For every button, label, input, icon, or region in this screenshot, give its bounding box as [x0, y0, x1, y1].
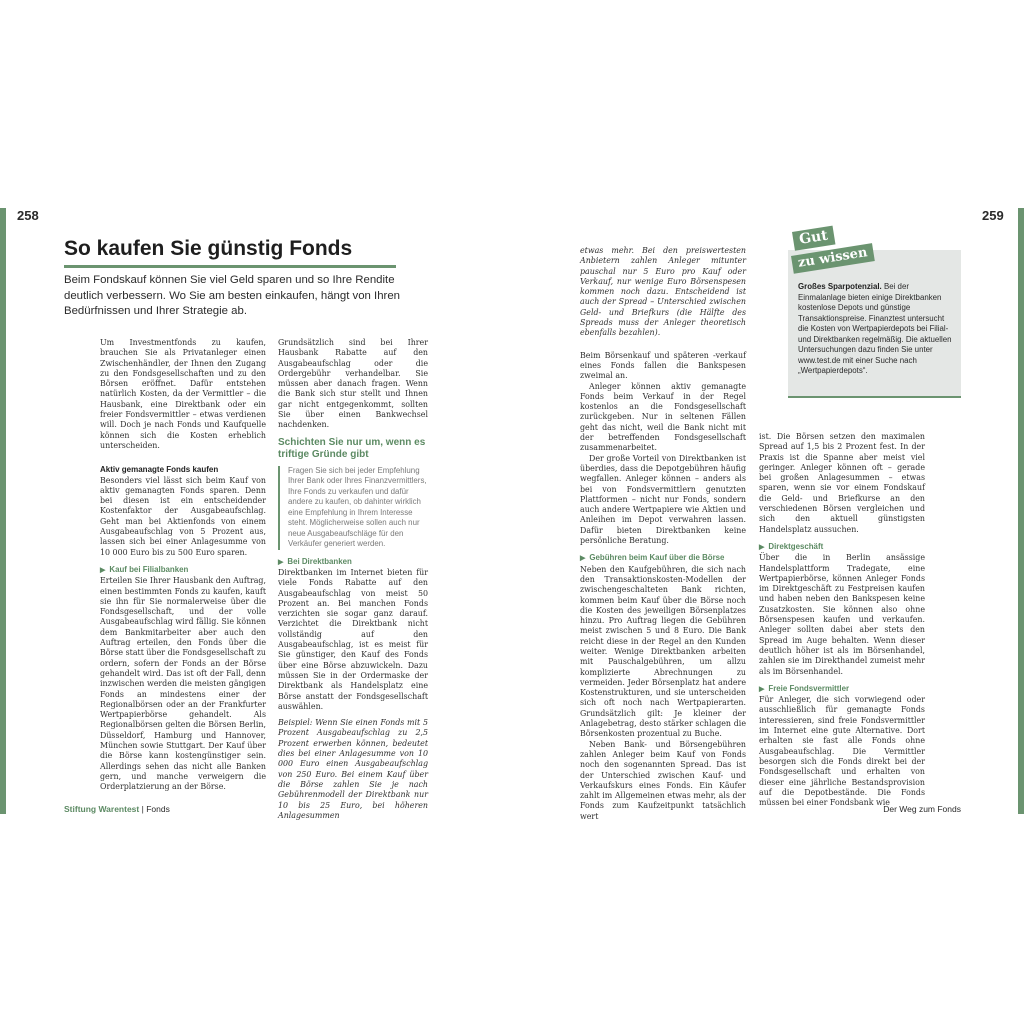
right-page-edge-bar	[1018, 208, 1024, 814]
page-title: So kaufen Sie günstig Fonds	[64, 237, 353, 260]
info-box-bottom-rule	[788, 396, 961, 398]
highlight-heading: Schichten Sie nur um, wenn es triftige Gründe gibt	[278, 436, 426, 461]
italic-paragraph: etwas mehr. Bei den preiswertesten Anbietern zahlen Anleger mitunter pauschal nur 5 Euro pro Kauf oder Verkauf, nur wenige Euro Börsenspesen kommen noch dazu. Entscheidend ist auch der Spread – Unterschied zwischen Geld- und Briefkurs (die Hälfte des Spreads muss der Anleger theoretisch ebenfalls bezahlen).	[580, 246, 746, 338]
title-underline	[64, 265, 396, 268]
subheading	[759, 542, 925, 553]
paragraph: Neben Bank- und Börsengebühren zahlen Anleger beim Kauf von Fonds noch den sogenannten Spread. Das ist der Unterschied zwischen Kauf- und Verkaufskurs eines Fonds. Ein Käufer zahlt im Allgemeinen etwas mehr, als der Fonds zum Kaufzeitpunkt tatsächlich wert	[580, 739, 746, 821]
info-box-body: Bei der Einmalanlage bieten einige Direktbanken kostenlose Depots und günstige Transaktionspreise. Finanztest untersucht die Kosten von Wertpapierdepots bei Filial- und Direktbanken regelmäßig. Die aktuellen Untersuchungen dazu finden Sie unter www.test.de mit einer Suche nach „Wertpapierdepots“.	[798, 282, 952, 375]
left-page-column-2	[278, 338, 428, 821]
left-page-column-1	[100, 338, 266, 792]
subheading	[580, 553, 746, 564]
triangle-right-icon: ▶	[759, 685, 765, 693]
subheading-label: Kauf bei Filialbanken	[109, 564, 189, 574]
right-footer	[883, 804, 961, 814]
subheading-label: Freie Fondsvermittler	[768, 683, 850, 693]
info-box-tag-line2: zu wissen	[791, 243, 875, 274]
subheading	[759, 684, 925, 695]
paragraph: Um Investmentfonds zu kaufen, brauchen Sie als Privatanleger einen Zwischenhändler, der Ihnen den Zugang zu den Fondsgesellschaften und zu den Börsen eröffnet. Dafür entstehen natürlich Kosten, da der Vermittler – die Hausbank, eine Direktbank oder ein freier Fondsvermittler – etwas verdienen will. Doch je nach Fonds und Kaufquelle können sich die Kosten erheblich unterscheiden.	[100, 338, 266, 450]
triangle-right-icon: ▶	[580, 555, 586, 563]
paragraph: Direktbanken im Internet bieten für viele Fonds Rabatte auf den Ausgabeaufschlag von meist 50 Prozent an. Bei manchen Fonds verzichten sie sogar ganz darauf. Verzichtet die Direktbank nicht vollständig auf den Ausgabeaufschlag, ist es meist für Sie günstiger, den Kauf des Fonds über eine Börse abzuwickeln. Dazu müssen Sie in der Ordermaske der Direktbank als Handelsplatz eine Börse anstatt der Fondsgesellschaft auswählen.	[278, 567, 428, 711]
advice-quote: Fragen Sie sich bei jeder Empfehlung Ihrer Bank oder Ihres Finanzvermittlers, Ihre Fonds zu verkaufen und dafür andere zu kaufen, ob dahinter wirklich eine Empfehlung in Ihrem Interesse steht. Möglicherweise sollen auch nur neue Ausgabeaufschläge für den Verkäufer generiert werden.	[278, 466, 428, 550]
paragraph: Grundsätzlich sind bei Ihrer Hausbank Rabatte auf den Ausgabeaufschlag oder die Ordergebühr verhandelbar. Sie müssen aber danach fragen. Wenn die Bank sich stur stellt und Ihnen gar nicht entgegenkommt, sollten Sie über einen Bankwechsel nachdenken.	[278, 338, 428, 430]
triangle-right-icon: ▶	[100, 566, 106, 574]
example-paragraph: Beispiel: Wenn Sie einen Fonds mit 5 Prozent Ausgabeaufschlag zu 2,5 Prozent erwerben können, bedeutet dies bei einer Anlagesumme von 10 000 Euro einen Ausgabeaufschlag von 250 Euro. Bei einem Kauf über die Börse zahlen Sie je nach Gebührenmodell der Direktbank nur 10 bis 25 Euro, bei höheren Anlagesummen	[278, 718, 428, 820]
paragraph: Neben den Kaufgebühren, die sich nach den Transaktionskosten-Modellen der zwischengeschalteten Bank richten, kommen beim Kauf über die Börse noch die Kosten des jeweiligen Börsenplatzes hinzu. Pro Auftrag liegen die Gebühren meist zwischen 5 und 8 Euro. Die Bank reicht diese in der Regel an den Kunden weiter. Wenige Direktbanken arbeiten mit Pauschalgebühren, um allzu komplizierte Abrechnungen zu vermeiden. Jeder Börsenplatz hat andere Kostenstrukturen, und sie unterscheiden sich oft noch nach Wertpapierarten. Grundsätzlich gilt: Je kleiner der Anlagebetrag, desto stärker schlagen die Börsenkosten prozentual zu Buche.	[580, 564, 746, 739]
info-box	[788, 250, 961, 396]
triangle-right-icon: ▶	[278, 558, 284, 566]
footer-brand: Stiftung Warentest	[64, 804, 140, 814]
paragraph: Über die in Berlin ansässige Handelsplattform Tradegate, eine Wertpapierbörse, können Anleger Fonds im Direktgeschäft zu Festpreisen kaufen und haben neben den Bankspesen keine Zusatzkosten. Sie können also ohne Börsenspesen kaufen und verkaufen. Anleger sollten dabei aber stets den Spread im Auge behalten. Wenn dieser deutlich höher ist als im Börsenhandel, zahlen sie im Direkthandel zumeist mehr als im Börsenhandel.	[759, 553, 925, 676]
right-page-number: 259	[982, 208, 1004, 223]
footer-section: Fonds	[146, 804, 170, 814]
left-footer	[64, 804, 170, 814]
left-page-number: 258	[17, 208, 39, 223]
footer-separator: |	[141, 804, 144, 814]
subheading-label: Gebühren beim Kauf über die Börse	[589, 553, 725, 563]
triangle-right-icon: ▶	[759, 543, 765, 551]
paragraph: Für Anleger, die sich vorwiegend oder ausschließlich für gemanagte Fonds interessieren, sind freie Fondsvermittler im Internet eine gute Alternative. Dort erhalten sie fast alle Fonds ohne Ausgabeaufschlag. Die Vermittler besorgen sich die Fonds direkt bei der Fondsgesellschaft und erhalten von dieser eine jährliche Bestandsprovision auf die Depotbestände. Die Fonds müssen bei einer Fondsbank wie	[759, 695, 925, 808]
info-box-text	[798, 282, 952, 377]
intro-paragraph: Beim Fondskauf können Sie viel Geld sparen und so Ihre Rendite deutlich verbessern. Wo Sie am besten einkaufen, hängt von Ihren Bedürfnissen und Ihrer Strategie ab.	[64, 274, 401, 318]
left-page-edge-bar	[0, 208, 6, 814]
subheading-label: Bei Direktbanken	[287, 556, 352, 566]
paragraph: Der große Vorteil von Direktbanken ist überdies, dass die Depotgebühren häufig wegfallen. Anleger können – anders als bei von Fondsvermittlern genutzten Plattformen – nicht nur Fonds, sondern auch andere Wertpapiere wie Aktien und Anleihen im Depot verwahren lassen. Dafür bieten Direktbanken keine persönliche Beratung.	[580, 453, 746, 546]
info-box-tag-line1: Gut	[792, 226, 835, 251]
paragraph: Anleger können aktiv gemanagte Fonds beim Verkauf in der Regel kostenlos an die Fondsgesellschaft zurückgeben. Nur in seltenen Fällen geht das nicht, weil die Bank nicht mit der betreffenden Fondsgesellschaft zusammenarbeitet.	[580, 381, 746, 453]
paragraph: ist. Die Börsen setzen den maximalen Spread auf 1,5 bis 2 Prozent fest. In der Praxis ist die Spanne aber meist viel geringer. Anleger können oft – gerade bei großen Anlagesummen – etwas sparen, wenn sie vor einem Fondskauf die Geld- und Briefkurse an den verschiedenen Börsen vergleichen und sich den aktuell günstigsten Handelsplatz aussuchen.	[759, 432, 925, 534]
subheading	[100, 565, 266, 576]
right-page-column-1	[580, 246, 746, 822]
paragraph: Beim Börsenkauf und späteren -verkauf eines Fonds fallen die Bankspesen zweimal an.	[580, 350, 746, 381]
footer-section: Der Weg zum Fonds	[883, 804, 961, 814]
section-heading: Aktiv gemanagte Fonds kaufen	[100, 465, 219, 475]
info-box-lead: Großes Sparpotenzial.	[798, 282, 882, 291]
subheading	[278, 557, 428, 568]
paragraph: Erteilen Sie Ihrer Hausbank den Auftrag, einen bestimmten Fonds zu kaufen, kauft sie ihn für Sie normalerweise über die Fondsgesellschaft, und der volle Ausgabeaufschlag wird fällig. Sie können dem Bankmitarbeiter aber auch den Auftrag erteilen, den Fonds über die Börse statt über die Fondsgesellschaft zu ordern, sofern der Fonds an der Börse gehandelt wird. Das ist oft der Fall, denn inzwischen werden die meisten gängigen Fonds an mindestens einer der Regionalbörsen oder an der Frankfurter Wertpapierbörse gehandelt. Als Regionalbörsen gelten die Börsen Berlin, Düsseldorf, Hamburg und Hannover, München sowie Stuttgart. Der Kauf über die Börse kann kostengünstiger sein. Allerdings sehen das nicht alle Banken gern, und manche verweigern die Orderplatzierung an der Börse.	[100, 576, 266, 792]
right-page-column-2	[759, 432, 925, 808]
subheading-label: Direktgeschäft	[768, 541, 824, 551]
paragraph: Besonders viel lässt sich beim Kauf von aktiv gemanagten Fonds sparen. Denn bei diesen ist ein entscheidender Kostenfaktor der Ausgabeaufschlag. Geht man bei Aktienfonds von einem Ausgabeaufschlag von 5 Prozent aus, lassen sich bei einer Anlagesumme von 10 000 Euro bis zu 500 Euro sparen.	[100, 475, 266, 557]
